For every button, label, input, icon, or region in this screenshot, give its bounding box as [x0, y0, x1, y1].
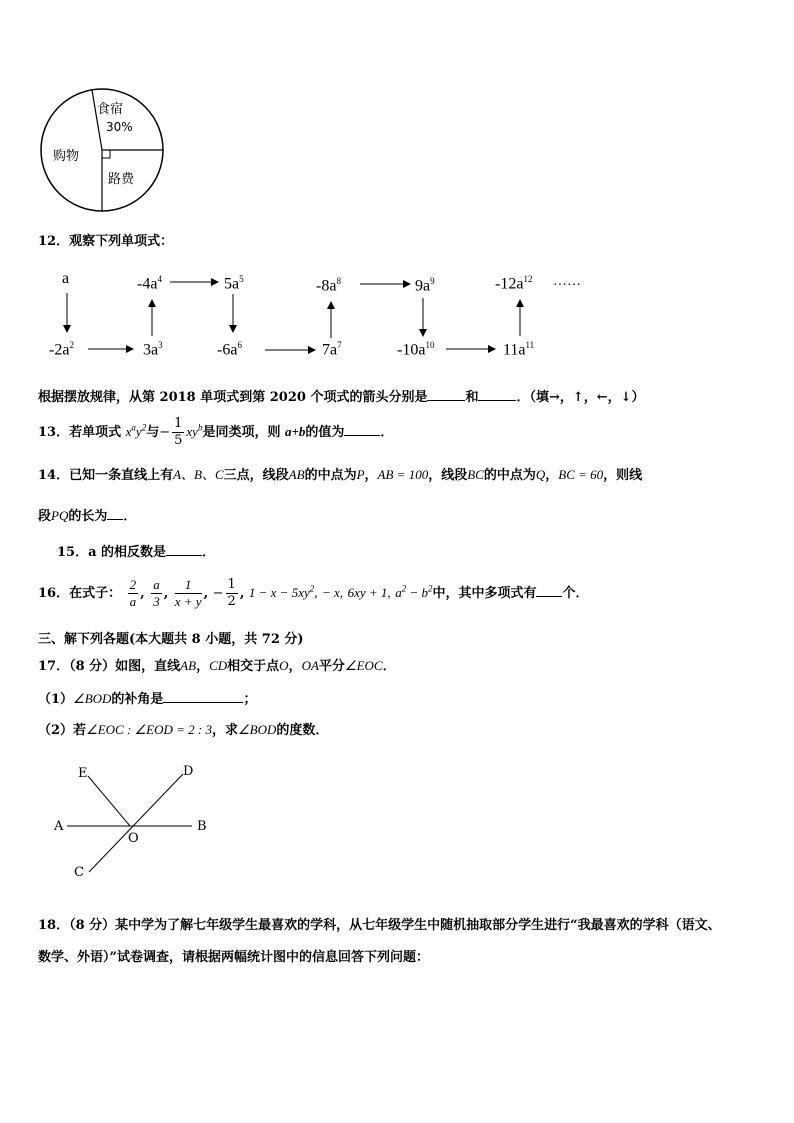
point-label-o: O [128, 831, 139, 846]
line-cd [89, 774, 183, 872]
term-top-3: $5a^5$ [224, 274, 244, 293]
right-angle-mark [102, 150, 110, 158]
section-3-heading: 三、解下列各题(本大题共 8 小题，共 72 分) [38, 632, 304, 647]
pie-label-food-pct: 30% [106, 120, 133, 134]
q14-line2: 段PQ的长为 ． [38, 508, 137, 524]
q17-figure [40, 760, 240, 900]
pie-label-travel: 路费 [108, 172, 135, 187]
q16: 16．在式子： $\frac{2}{a}$ , $\frac{a}{3}$ , $\frac{1}{x + y}$ , − $\frac{1}{2}$ , $1 - x - 5xy^2$, − x, 6xy + 1, $a^2 - b^2$中，其中多项式有 个． [38, 577, 589, 609]
answer-blank-q13[interactable] [344, 435, 380, 436]
q12-question: 根据摆放规律，从第 2018 单项式到第 2020 个项式的箭头分别是 和 ．（填→，↑，←，↓） [38, 390, 645, 405]
term-bottom-2: $3a^3$ [143, 340, 163, 359]
answer-blank-1[interactable] [427, 400, 465, 401]
q13: 13．若单项式 $x^ay^2$与− $\frac{1}{5}$ $xy^b$是同类项，则 a+b的值为 ． [38, 416, 394, 448]
point-label-a: A [54, 819, 64, 834]
q18-line1: 18．（8 分）某中学为了解七年级学生最喜欢的学科，从七年级学生中随机抽取部分学生进行“我最喜欢的学科（语文、 [38, 918, 721, 933]
term-top-1: a [62, 270, 70, 287]
answer-blank-q15[interactable] [166, 555, 202, 556]
point-label-c: C [74, 865, 84, 880]
q17-part2: （2）若∠EOC : ∠EOD = 2 : 3，求∠BOD的度数． [38, 722, 329, 738]
q17-part1: （1）∠BOD的补角是 ； [38, 691, 257, 707]
q17-stem: 17．（8 分）如图，直线AB，CD相交于点O，OA平分∠EOC． [38, 658, 396, 674]
term-bottom-3: $-6a^6$ [217, 340, 242, 359]
point-label-e: E [78, 766, 88, 781]
term-top-2: $-4a^4$ [137, 274, 162, 293]
pie-label-food: 食宿 [97, 102, 124, 117]
term-bottom-4: $7a^7$ [322, 340, 342, 359]
ellipsis: …… [553, 274, 581, 289]
pie-label-shopping: 购物 [53, 149, 80, 164]
q14-line1: 14．已知一条直线上有A、B、C三点，线段AB的中点为P，AB = 100，线段BC的中点为Q，BC = 60，则线 [38, 467, 643, 483]
point-label-b: B [197, 819, 207, 834]
q15: 15．a 的相反数是 ． [57, 545, 216, 560]
term-bottom-1: $-2a^2$ [49, 340, 74, 359]
q12-title: 12．观察下列单项式： [38, 234, 174, 249]
answer-blank-q17[interactable] [163, 702, 243, 703]
term-top-6: $-12a^{12}$ [495, 274, 533, 293]
q12-arrows [0, 260, 794, 370]
term-bottom-6: $11a^{11}$ [503, 340, 535, 359]
answer-blank-q14[interactable] [107, 519, 123, 520]
term-top-5: $9a^9$ [415, 276, 435, 295]
answer-blank-q16[interactable] [536, 596, 562, 597]
point-label-d: D [183, 764, 194, 779]
term-bottom-5: $-10a^{10}$ [397, 340, 435, 359]
answer-blank-2[interactable] [478, 400, 516, 401]
ray-oe [88, 776, 130, 826]
q18-line2: 数学、外语）”试卷调查，请根据两幅统计图中的信息回答下列问题： [38, 950, 429, 965]
term-top-4: $-8a^8$ [316, 276, 341, 295]
